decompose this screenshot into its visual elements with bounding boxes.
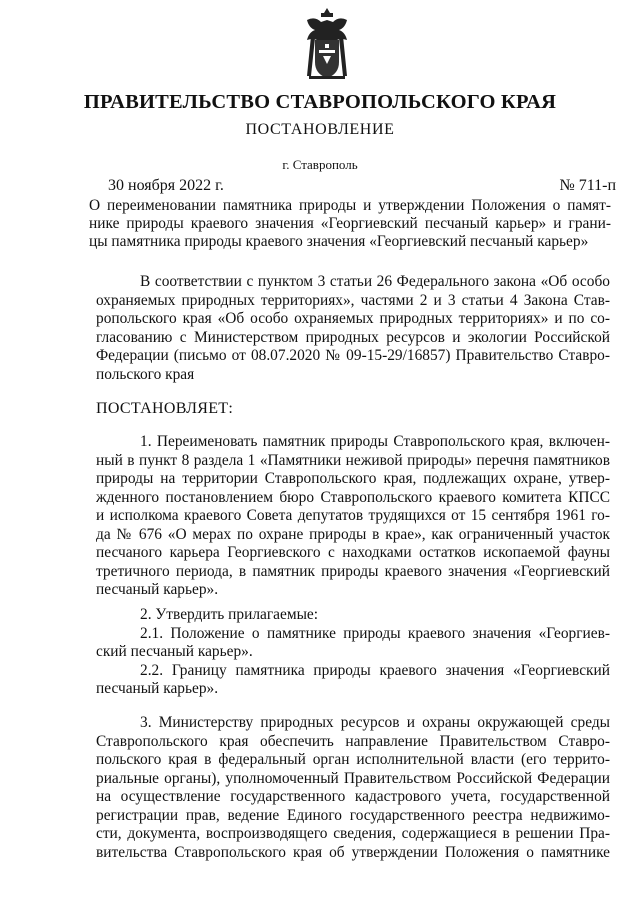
document-type: ПОСТАНОВЛЕНИЕ	[245, 121, 395, 138]
clause-line: польского края в федеральный орган исполнительной власти (его террито-	[96, 751, 610, 768]
clause-line: 2.2. Границу памятника природы краевого значения «Георгиевский	[140, 661, 610, 679]
subject-line: цы памятника природы краевого значения «Георгиевский песчаный карьер»	[89, 233, 589, 250]
clause-line: риальные органы), уполномоченный Правительством Российской Федерации	[96, 769, 610, 787]
clause-line: 2.1. Положение о памятнике природы краевого значения «Георгиев-	[140, 624, 610, 642]
document-number: № 711-п	[559, 177, 616, 194]
clause-line: Ставропольского края обеспечить направление Правительством Ставро-	[96, 732, 610, 750]
clause-2-1	[96, 625, 610, 662]
preamble-line: гласованию с Министерством природных ресурсов и экологии Российской	[96, 328, 610, 346]
clause-1-paragraph	[96, 433, 610, 600]
preamble-paragraph	[96, 273, 610, 384]
clause-line: 2. Утвердить прилагаемые:	[140, 606, 319, 623]
clause-line: песчаный карьер».	[96, 680, 219, 697]
clause-line: третичного периода, в памятник природы краевого значения «Георгиевский	[96, 562, 610, 580]
clause-line: вительства Ставропольского края об утверждении Положения о памятнике	[96, 843, 610, 861]
preamble	[96, 273, 610, 384]
clause-line: 1. Переименовать памятник природы Ставропольского края, включен-	[140, 433, 610, 450]
clause-line: природы на территории Ставропольского края, подлежащих охране, утвер-	[96, 470, 610, 487]
clause-1	[96, 433, 610, 600]
clause-2-2	[96, 662, 610, 699]
clause-line: песчаного карьера Георгиевского с находками остатков ископаемой фауны	[96, 544, 610, 561]
clause-line: регистрации прав, ведение Единого государственного реестра недвижимо-	[96, 806, 610, 824]
clause-line: сти, документа, воспроизводящего сведения, содержащиеся в решении Пра-	[96, 825, 610, 842]
preamble-line: Федерации (письмо от 08.07.2020 № 09-15-29/16857) Правительство Ставро-	[96, 347, 610, 364]
clause-3	[96, 714, 610, 862]
clause-3-paragraph	[96, 714, 610, 862]
clause-line: и исполкома краевого Совета депутатов трудящихся от 15 сентября 1961 го-	[96, 507, 610, 524]
clause-line: на осуществление государственного кадастрового учета, государственной	[96, 788, 610, 805]
clause-line: жденного постановлением бюро Ставропольского краевого комитета КПСС	[96, 488, 610, 506]
preamble-line: польского края	[96, 365, 195, 383]
subject-line: О переименовании памятника природы и утверждении Положения о памят-	[89, 197, 611, 214]
clause-line: ский песчаный карьер».	[96, 643, 253, 660]
preamble-line: В соответствии с пунктом 3 статьи 26 Федерального закона «Об особо	[140, 273, 610, 290]
government-title: ПРАВИТЕЛЬСТВО СТАВРОПОЛЬСКОГО КРАЯ	[83, 91, 557, 113]
city: г. Ставрополь	[282, 157, 358, 172]
clause-line: 3. Министерству природных ресурсов и охраны окружающей среды	[140, 714, 610, 731]
stavropol-coat-of-arms-icon	[299, 6, 355, 82]
document-date: 30 ноября 2022 г.	[108, 177, 224, 194]
clause-line: песчаный карьер».	[96, 581, 219, 598]
subject-line: нике природы краевого значения «Георгиевский песчаный карьер» и грани-	[89, 215, 611, 232]
resolves-heading: ПОСТАНОВЛЯЕТ:	[96, 400, 234, 417]
clause-2-heading	[96, 606, 610, 625]
clause-line: ный в пункт 8 раздела 1 «Памятники неживой природы» перечня памятников	[96, 451, 610, 469]
preamble-line: ропольского края «Об особо охраняемых природных территориях» и по со-	[96, 310, 610, 327]
clause-line: да № 676 «О мерах по охране природы в крае», как ограниченный участок	[96, 525, 610, 543]
document-subject	[89, 197, 611, 251]
clause-2	[96, 606, 610, 699]
preamble-line: охраняемых природных территориях», частями 2 и 3 статьи 4 Закона Став-	[96, 291, 610, 309]
